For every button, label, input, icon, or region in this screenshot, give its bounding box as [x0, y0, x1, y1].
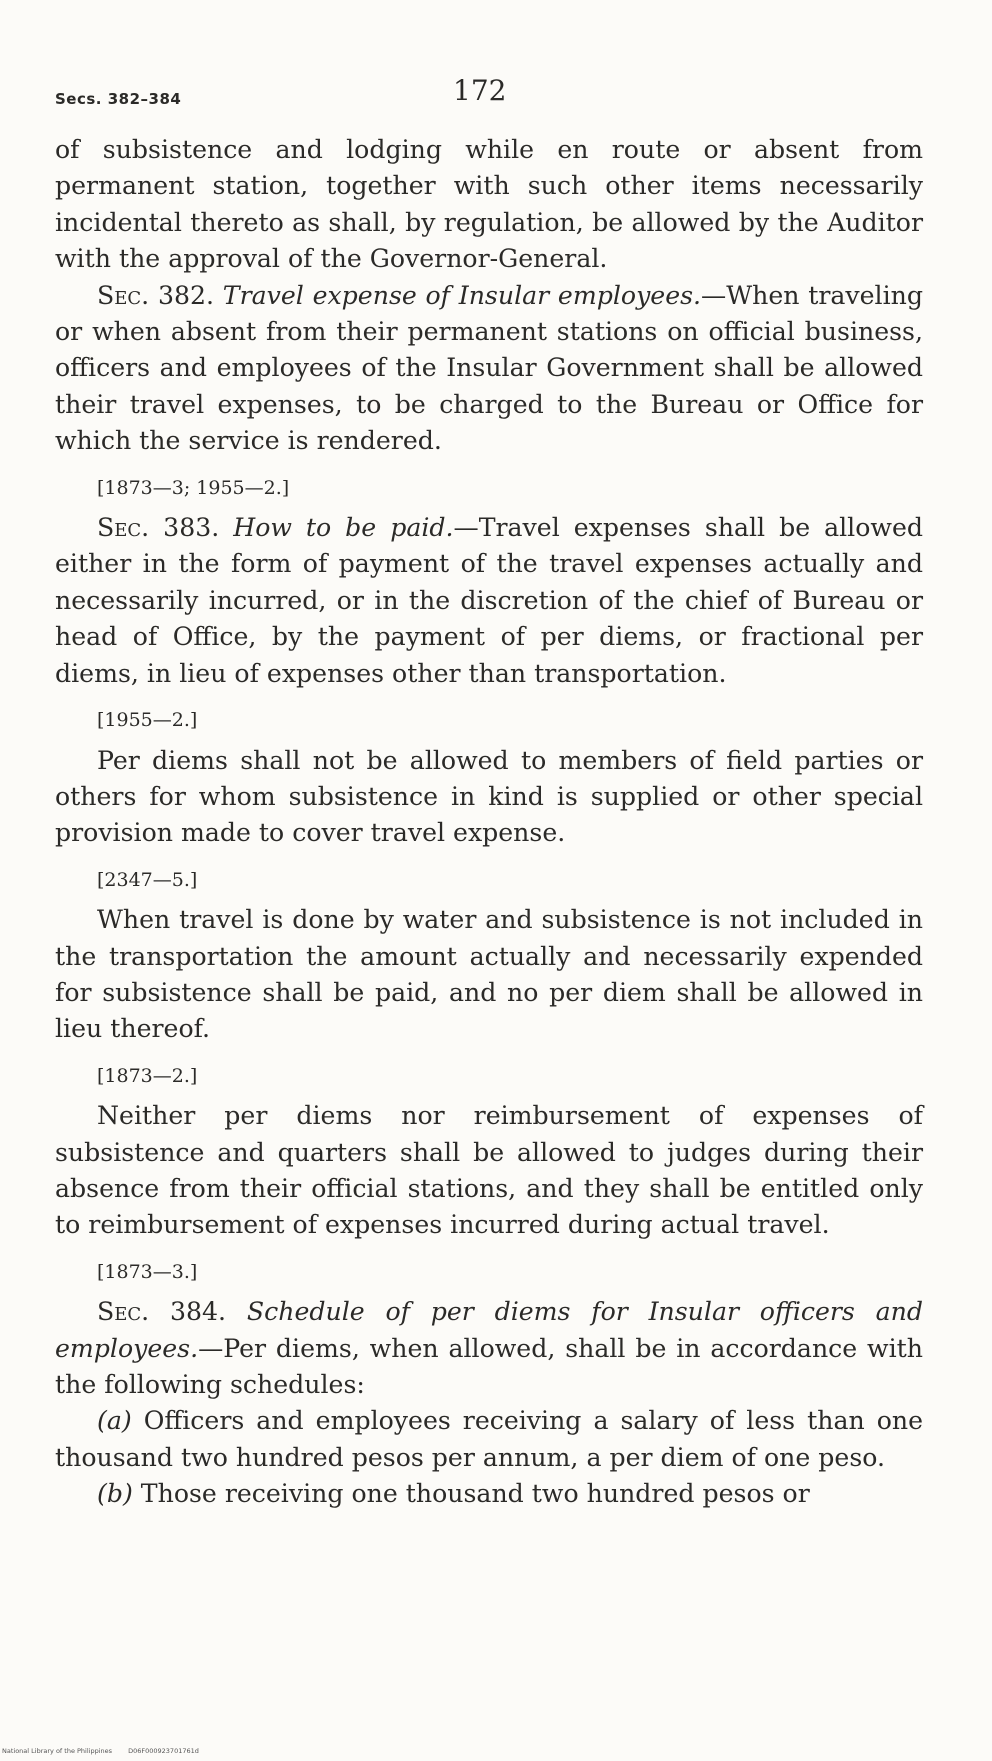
section-number: 384. [169, 1297, 227, 1327]
item-text: Officers and employees receiving a salary of less than one thousand two hundred pesos per annum, a per diem of one peso. [55, 1406, 924, 1472]
section-label: Sec. [97, 280, 150, 310]
section-label: Sec. [97, 513, 150, 543]
section-383 [55, 510, 923, 692]
citation: [1873—2.] [97, 1064, 198, 1087]
paragraph-judges: Neither per diems nor reimbursement of expenses of subsistence and quarters shall be allowed to judges during their absence from their official stations, and they shall be entitled only to reimbursement of expenses incurred during actual travel. [55, 1101, 923, 1240]
section-number: 382. [157, 280, 215, 310]
schedule-item-a [55, 1403, 923, 1476]
section-text: —Per diems, when allowed, shall be in accordance with the following schedules: [55, 1333, 923, 1399]
citation: [2347—5.] [97, 868, 198, 891]
section-text: —When traveling or when absent from their permanent stations on official business, officers and employees of the Insular Government shall be allowed their travel expenses, to be charged to the Bureau or Office for which the service is rendered. [55, 280, 923, 456]
citation: [1955—2.] [97, 709, 198, 732]
citation: [1873—3.] [97, 1260, 198, 1283]
paragraph-continuation: of subsistence and lodging while en route or absent from permanent station, together with such other items necessarily incidental thereto as shall, by regulation, be allowed by the Auditor with the approval of the Governor-General. [55, 135, 923, 274]
paragraph-water-travel: When travel is done by water and subsistence is not included in the transportation the amount actually and necessarily expended for subsistence shall be paid, and no per diem shall be allowed in lieu thereof. [55, 905, 923, 1044]
body-text [55, 132, 923, 1513]
section-label: Sec. [97, 1297, 150, 1327]
section-title: Schedule of per diems for Insular officers and employees. [55, 1297, 923, 1363]
citation: [1873—3; 1955—2.] [97, 476, 290, 499]
scan-footer [2, 1747, 199, 1755]
section-text: —Travel expenses shall be allowed either in the form of payment of the travel expenses actually and necessarily incurred, or in the discretion of the chief of Bureau or head of Office, by the payment of per diems, or fractional per diems, in lieu of expenses other than transportation. [55, 513, 923, 688]
section-title: How to be paid. [233, 513, 454, 543]
page-number: 172 [453, 74, 507, 107]
item-marker: (a) [97, 1406, 132, 1436]
running-head [55, 74, 925, 122]
section-title: Travel expense of Insular employees. [222, 280, 702, 310]
paragraph-per-diems: Per diems shall not be allowed to members of field parties or others for whom subsistence in kind is supplied or other special provision made to cover travel expense. [55, 745, 923, 848]
section-382 [55, 278, 923, 460]
scan-code: D06F000923701761d [128, 1747, 199, 1755]
section-384 [55, 1294, 923, 1403]
schedule-item-b [55, 1476, 923, 1512]
library-credit: National Library of the Philippines [2, 1747, 113, 1755]
item-marker: (b) [97, 1479, 133, 1509]
item-text: Those receiving one thousand two hundred pesos or [140, 1479, 810, 1509]
section-range-label: Secs. 382–384 [55, 90, 182, 108]
section-number: 383. [163, 513, 220, 543]
